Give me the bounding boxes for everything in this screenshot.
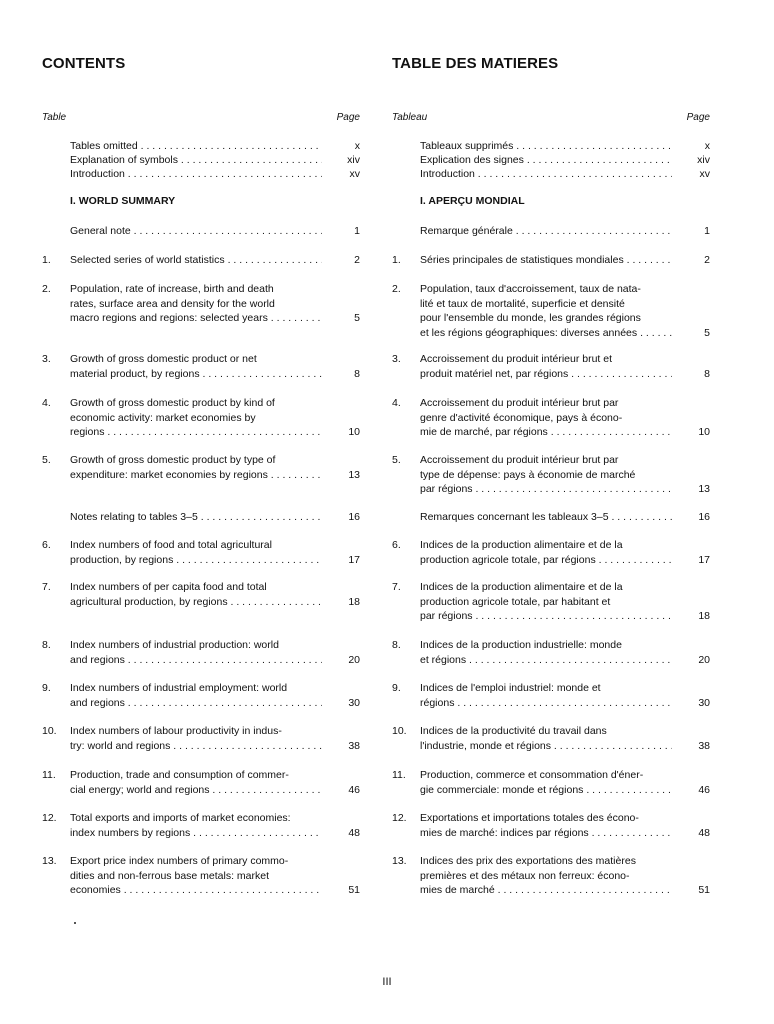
entry-title-line: par régions . . . — [420, 609, 672, 624]
entry-title-line: Notes relating to tables 3–5 . . . — [70, 510, 322, 525]
entry-page-number: 17 — [348, 553, 360, 566]
entry-title — [420, 768, 672, 797]
entry-number: 2. — [392, 283, 401, 295]
column-header — [392, 112, 710, 123]
entry-title-line: try: world and regions . . . — [70, 739, 322, 754]
entry-number: 6. — [392, 539, 401, 551]
entry-number: 3. — [392, 353, 401, 365]
entry-number: 13. — [392, 855, 407, 867]
entry-title-line: Production, trade and consumption of commer- — [70, 769, 289, 781]
table-column-label: Table — [42, 112, 67, 123]
entry-title-line: Accroissement du produit intérieur brut par — [420, 454, 619, 466]
entry-page-number: 13 — [348, 468, 360, 481]
page-column-label: Page — [686, 112, 710, 123]
page-column-label: Page — [336, 112, 360, 123]
entry-title-line: Tables omitted . . . — [70, 139, 322, 154]
entry-title-line: produit matériel net, par régions . . . — [420, 367, 672, 382]
entry-title-line: cial energy; world and regions . . . — [70, 783, 322, 798]
entry-title-line: Export price index numbers of primary commo- — [70, 855, 289, 867]
entry-title — [70, 396, 322, 440]
entry-number: 8. — [392, 639, 401, 651]
entry-title-line: genre d'activité économique, pays à écono- — [420, 411, 623, 424]
entry-title-line: production, by regions . . . — [70, 553, 322, 568]
entry-title — [70, 139, 322, 154]
entry-title — [420, 167, 672, 182]
entry-page-number: 38 — [348, 739, 360, 752]
entry-title-line: Index numbers of industrial production: world — [70, 639, 279, 651]
entry-number: 4. — [392, 397, 401, 409]
entry-title — [420, 253, 672, 268]
entry-title — [420, 854, 672, 898]
entry-title-line: par régions . . . — [420, 482, 672, 497]
entry-title-line: Accroissement du produit intérieur brut et — [420, 353, 613, 365]
section-heading: I. WORLD SUMMARY — [70, 195, 176, 207]
entry-page-number: x — [704, 140, 710, 152]
entry-title-line: Explication des signes . . . — [420, 153, 672, 168]
entry-title-line: economic activity: market economies by — [70, 411, 256, 424]
entry-number: 12. — [42, 812, 57, 824]
entry-title — [420, 724, 672, 753]
entry-title-line: production agricole totale, par régions . . . — [420, 553, 672, 568]
entry-title-line: Introduction . . . — [420, 167, 672, 182]
entry-number: 6. — [42, 539, 51, 551]
entry-page-number: 10 — [348, 426, 360, 438]
entry-title-line: Indices de la production alimentaire et de la — [420, 539, 623, 551]
entry-title-line: régions . . . — [420, 696, 672, 711]
entry-title-line: Index numbers of per capita food and total — [70, 581, 267, 593]
entry-title-line: et les régions géographiques: diverses années . . . — [420, 326, 672, 341]
entry-page-number: 30 — [698, 696, 710, 709]
entry-title-line: Production, commerce et consommation d'éner- — [420, 769, 644, 781]
section-heading: I. APERÇU MONDIAL — [420, 195, 525, 207]
entry-title — [70, 167, 322, 182]
entry-number: 12. — [392, 812, 407, 824]
entry-page-number: 18 — [348, 595, 360, 608]
entry-title-line: Population, rate of increase, birth and death — [70, 283, 274, 295]
entry-page-number: xv — [699, 168, 710, 180]
entry-title — [70, 282, 322, 326]
entry-title — [70, 510, 322, 525]
entry-title-line: macro regions and regions: selected years . . . — [70, 311, 322, 326]
entry-number: 9. — [392, 682, 401, 694]
entry-page-number: 51 — [348, 884, 360, 896]
entry-title-line: mie de marché, par régions . . . — [420, 425, 672, 440]
entry-page-number: 30 — [348, 696, 360, 709]
entry-number: 5. — [392, 454, 401, 466]
entry-title-line: regions . . . — [70, 425, 322, 440]
entry-title-line: gie commerciale: monde et régions . . . — [420, 783, 672, 798]
entry-page-number: x — [354, 140, 360, 152]
entry-title — [420, 681, 672, 710]
entry-title-line: Accroissement du produit intérieur brut par — [420, 397, 619, 409]
entry-title-line: rates, surface area and density for the world — [70, 297, 275, 310]
entry-page-number: xv — [349, 168, 360, 180]
entry-title-line: material product, by regions . . . — [70, 367, 322, 382]
entry-title-line: Introduction . . . — [70, 167, 322, 182]
entry-title-line: Total exports and imports of market economies: — [70, 812, 291, 824]
entry-title-line: type de dépense: pays à économie de marché — [420, 468, 636, 481]
entry-title-line: Indices de la production industrielle: monde — [420, 639, 622, 651]
entry-page-number: 20 — [698, 653, 710, 666]
entry-page-number: 17 — [698, 553, 710, 566]
entry-page-number: 13 — [698, 483, 710, 495]
entry-title — [70, 811, 322, 840]
entry-number: 11. — [392, 769, 406, 781]
entry-title-line: Indices de la production alimentaire et de la — [420, 581, 623, 593]
entry-title-line: Population, taux d'accroissement, taux de nata- — [420, 283, 641, 295]
entry-page-number: 2 — [704, 254, 710, 266]
entry-number: 4. — [42, 397, 51, 409]
entry-title — [70, 854, 322, 898]
entry-title — [70, 538, 322, 567]
entry-title-line: Séries principales de statistiques mondiales . . . — [420, 253, 672, 268]
entry-title-line: Tableaux supprimés . . . — [420, 139, 672, 154]
entry-page-number: 38 — [698, 739, 710, 752]
entry-number: 1. — [42, 254, 51, 266]
entry-title — [70, 638, 322, 667]
entry-title-line: Remarque générale . . . — [420, 224, 672, 239]
entry-title — [70, 153, 322, 168]
entry-page-number: 8 — [704, 367, 710, 380]
entry-title-line: Growth of gross domestic product or net — [70, 353, 257, 365]
entry-title — [420, 453, 672, 497]
entry-title-line: economies . . . — [70, 883, 322, 898]
entry-title — [70, 580, 322, 609]
entry-title — [420, 638, 672, 667]
entry-page-number: 46 — [348, 783, 360, 796]
entry-title-line: and regions . . . — [70, 653, 322, 668]
entry-page-number: 5 — [354, 312, 360, 324]
entry-title — [70, 352, 322, 381]
table-column-label: Tableau — [392, 112, 428, 123]
entry-title-line: mies de marché . . . — [420, 883, 672, 898]
entry-title-line: agricultural production, by regions . . . — [70, 595, 322, 610]
entry-title-line: production agricole totale, par habitant et — [420, 595, 611, 608]
entry-title — [70, 253, 322, 268]
entry-number: 10. — [392, 725, 407, 737]
column-header — [42, 112, 360, 123]
entry-title-line: Growth of gross domestic product by kind of — [70, 397, 275, 409]
entry-page-number: 1 — [704, 225, 710, 237]
entry-title-line: and regions . . . — [70, 696, 322, 711]
entry-title-line: premières et des métaux non ferreux: écono- — [420, 869, 630, 882]
entry-title — [420, 580, 672, 624]
entry-number: 11. — [42, 769, 56, 781]
entry-title — [420, 282, 672, 340]
entry-title-line: index numbers by regions . . . — [70, 826, 322, 841]
entry-number: 7. — [392, 581, 401, 593]
entry-page-number: xiv — [697, 154, 710, 166]
entry-page-number: 18 — [698, 610, 710, 622]
entry-title-line: Remarques concernant les tableaux 3–5 . . . — [420, 510, 672, 525]
entry-page-number: 48 — [698, 826, 710, 839]
entry-number: 7. — [42, 581, 51, 593]
entry-title-line: Indices de la productivité du travail dans — [420, 725, 607, 737]
entry-title-line: lité et taux de mortalité, superficie et densité — [420, 297, 625, 310]
entry-number: 10. — [42, 725, 57, 737]
entry-page-number: 16 — [698, 511, 710, 523]
entry-page-number: 16 — [348, 511, 360, 523]
entry-page-number: 51 — [698, 884, 710, 896]
entry-title — [420, 352, 672, 381]
entry-title-line: l'industrie, monde et régions . . . — [420, 739, 672, 754]
entry-title-line: Selected series of world statistics . . . — [70, 253, 322, 268]
entry-title-line: Indices des prix des exportations des matières — [420, 855, 636, 867]
entry-number: 8. — [42, 639, 51, 651]
entry-title-line: Exportations et importations totales des écono- — [420, 812, 639, 824]
contents-heading: TABLE DES MATIERES — [392, 55, 559, 72]
entry-title-line: expenditure: market economies by regions . . . — [70, 468, 322, 483]
entry-page-number: 1 — [354, 225, 360, 237]
entry-number: 1. — [392, 254, 401, 266]
entry-title — [420, 811, 672, 840]
entry-number: 3. — [42, 353, 51, 365]
entry-page-number: xiv — [347, 154, 360, 166]
entry-title-line: mies de marché: indices par régions . . . — [420, 826, 672, 841]
entry-page-number: 20 — [348, 653, 360, 666]
entry-title — [420, 396, 672, 440]
entry-title — [70, 681, 322, 710]
entry-title-line: Indices de l'emploi industriel: monde et — [420, 682, 601, 694]
entry-title-line: Index numbers of food and total agricultural — [70, 539, 272, 551]
entry-title-line: Growth of gross domestic product by type of — [70, 454, 276, 466]
entry-title-line: Index numbers of industrial employment: world — [70, 682, 288, 694]
entry-page-number: 5 — [704, 326, 710, 339]
entry-title — [420, 510, 672, 525]
entry-title-line: General note . . . — [70, 224, 322, 239]
entry-title-line: Explanation of symbols . . . — [70, 153, 322, 168]
entry-title-line: Index numbers of labour productivity in indus- — [70, 725, 282, 737]
entry-title-line: pour l'ensemble du monde, les grandes régions — [420, 312, 641, 324]
entry-number: 5. — [42, 454, 51, 466]
entry-page-number: 46 — [698, 783, 710, 796]
entry-title — [420, 224, 672, 239]
entry-title — [420, 139, 672, 154]
entry-title — [70, 768, 322, 797]
scan-speck — [74, 922, 76, 924]
entry-page-number: 10 — [698, 426, 710, 438]
entry-title-line: dities and non-ferrous base metals: market — [70, 869, 270, 882]
entry-title — [420, 538, 672, 567]
entry-page-number: 2 — [354, 254, 360, 266]
entry-title-line: et régions . . . — [420, 653, 672, 668]
entry-number: 9. — [42, 682, 51, 694]
entry-number: 2. — [42, 283, 51, 295]
entry-number: 13. — [42, 855, 57, 867]
entry-page-number: 8 — [354, 367, 360, 380]
entry-title — [70, 224, 322, 239]
entry-page-number: 48 — [348, 826, 360, 839]
page-number: III — [382, 976, 392, 988]
entry-title — [70, 453, 322, 482]
entry-title — [70, 724, 322, 753]
entry-title — [420, 153, 672, 168]
contents-heading: CONTENTS — [42, 55, 126, 72]
